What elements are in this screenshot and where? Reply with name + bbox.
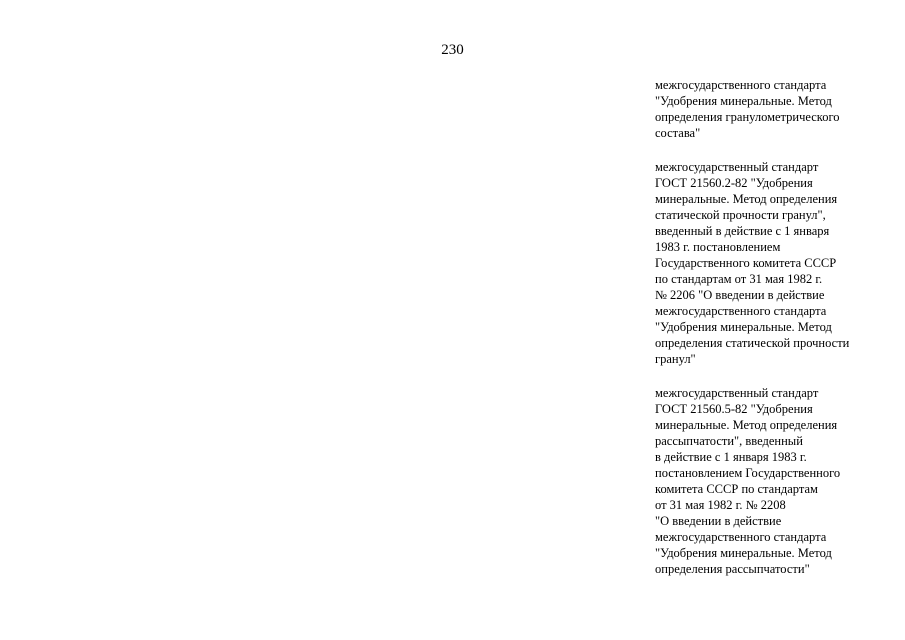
paragraph-2 — [655, 159, 900, 367]
text-line: межгосударственный стандарт — [655, 386, 819, 400]
text-line: по стандартам от 31 мая 1982 г. — [655, 272, 823, 286]
text-line: № 2206 "О введении в действие — [655, 288, 825, 302]
text-line: "Удобрения минеральные. Метод — [655, 94, 832, 108]
text-line: межгосударственного стандарта — [655, 530, 827, 544]
text-line: межгосударственный стандарт — [655, 160, 819, 174]
text-line: ГОСТ 21560.2-82 "Удобрения — [655, 176, 813, 190]
text-line: определения гранулометрического — [655, 110, 840, 124]
text-line: "Удобрения минеральные. Метод — [655, 546, 832, 560]
text-line: определения статической прочности — [655, 336, 850, 350]
text-line: комитета СССР по стандартам — [655, 482, 818, 496]
text-line: "О введении в действие — [655, 514, 782, 528]
text-column — [655, 77, 900, 595]
text-line: определения рассыпчатости" — [655, 562, 810, 576]
text-line: постановлением Государственного — [655, 466, 841, 480]
text-line: состава" — [655, 126, 701, 140]
text-line: "Удобрения минеральные. Метод — [655, 320, 832, 334]
text-line: Государственного комитета СССР — [655, 256, 837, 270]
text-line: рассыпчатости", введенный — [655, 434, 803, 448]
text-line: межгосударственного стандарта — [655, 78, 827, 92]
paragraph-3 — [655, 385, 900, 577]
text-line: от 31 мая 1982 г. № 2208 — [655, 498, 786, 512]
text-line: 1983 г. постановлением — [655, 240, 781, 254]
text-line: ГОСТ 21560.5-82 "Удобрения — [655, 402, 813, 416]
text-line: введенный в действие с 1 января — [655, 224, 830, 238]
text-line: гранул" — [655, 352, 696, 366]
page-number: 230 — [441, 42, 464, 58]
paragraph-1 — [655, 77, 900, 141]
text-line: минеральные. Метод определения — [655, 418, 838, 432]
text-line: минеральные. Метод определения — [655, 192, 838, 206]
text-line: статической прочности гранул", — [655, 208, 826, 222]
text-line: в действие с 1 января 1983 г. — [655, 450, 807, 464]
text-line: межгосударственного стандарта — [655, 304, 827, 318]
